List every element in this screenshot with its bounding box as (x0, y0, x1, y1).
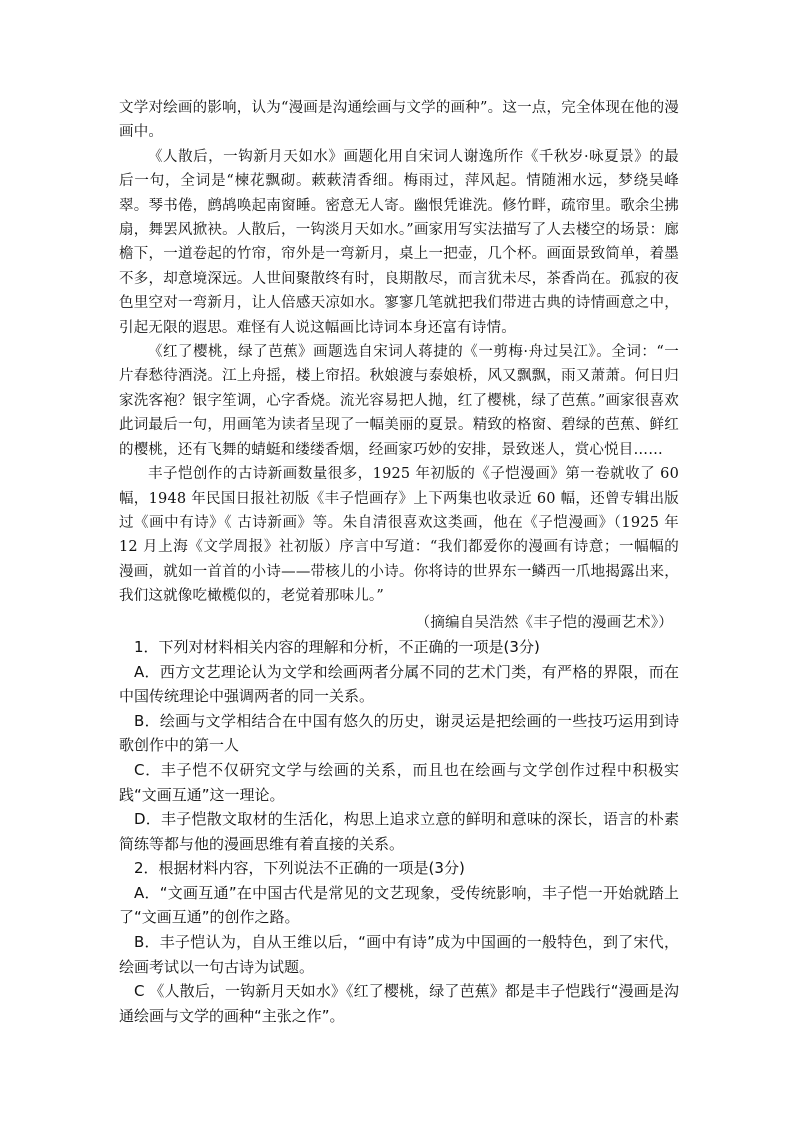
question-option: B．绘画与文学相结合在中国有悠久的历史，谢灵运是把绘画的一些技巧运用到诗歌创作中的第一人 (119, 711, 679, 755)
question-option: C 《人散后，一钩新月天如水》《红了樱桃，绿了芭蕉》都是丰子恺践行“漫画是沟通绘画与文学的画种“主张之作”。 (119, 982, 679, 1025)
question-title: 2．根据材料内容，下列说法不正确的一项是(3分) (134, 859, 465, 878)
reading-passage (119, 96, 679, 635)
document-content (119, 96, 679, 1028)
question-option: A．“文画互通”在中国古代是常见的文艺现象，受传统影响，丰子恺一开始就踏上了“文画互通”的创作之路。 (119, 883, 679, 927)
question-option: B．丰子恺认为，自从王维以后，“画中有诗”成为中国画的一般特色，到了宋代，绘画考试以一句古诗为试题。 (119, 933, 679, 976)
passage-paragraph-0: 文学对绘画的影响，认为“漫画是沟通绘画与文学的画种”。这一点，完全体现在他的漫画中。 (119, 100, 679, 141)
passage-paragraph-3: 丰子恺创作的古诗新画数量很多，1925 年初版的《子恺漫画》第一卷就收了 60 幅，1948 年民国日报社初版《丰子恺画存》上下两集也收录近 60 幅，还曾专辑出版过《画中有诗》《 古诗新画》等。朱自清很喜欢这类画，他在《子恺漫画》（1925 年 12 月上海《文学周报》社初版）序言中写道：“我们都爱你的漫画有诗意；一幅幅的漫画，就如一首首的小诗——带核儿的小诗。你将诗的世界东一鳞西一爪地揭露出来，我们这就像吃橄榄似的，老觉着那味儿。” (119, 466, 679, 605)
question-title: 1．下列对材料相关内容的理解和分析，不正确的一项是(3分) (134, 637, 540, 656)
question-2 (119, 856, 679, 1028)
question-option: C．丰子恺不仅研究文学与绘画的关系，而且也在绘画与文学创作过程中积极实践“文画互通”这一理论。 (119, 760, 679, 804)
question-section (119, 635, 679, 1029)
question-option: D．丰子恺散文取材的生活化，构思上追求立意的鲜明和意味的深长，语言的朴素简练等都与他的漫画思维有着直接的关系。 (119, 810, 679, 853)
question-1 (119, 635, 679, 856)
passage-source: （摘编自吴浩然《丰子恺的漫画艺术》） (415, 614, 673, 631)
passage-paragraph-1: 《人散后，一钩新月天如水》画题化用自宋词人谢逸所作《千秋岁·咏夏景》的最后一句，全词是“楝花飘砌。蔌蔌清香细。梅雨过，萍风起。情随湘水远，梦绕吴峰翠。琴书倦，鹧鸪唤起南窗睡。密意无人寄。幽恨凭谁洗。修竹畔，疏帘里。歌余尘拂扇，舞罢风掀袂。人散后，一钩淡月天如水。”画家用写实法描写了人去楼空的场景：廊檐下，一道卷起的竹帘，帘外是一弯新月，桌上一把壶，几个杯。画面景致简单，着墨不多，却意境深远。人世间聚散终有时，良期散尽，而言犹未尽，茶香尚在。孤寂的夜色里空对一弯新月，让人倍感天凉如水。寥寥几笔就把我们带进古典的诗情画意之中，引起无限的遐思。难怪有人说这幅画比诗词本身还富有诗情。 (119, 148, 679, 336)
question-option: A．西方文艺理论认为文学和绘画两者分属不同的艺术门类，有严格的界限，而在中国传统理论中强调两者的同一关系。 (119, 662, 679, 706)
passage-paragraph-2: 《红了樱桃，绿了芭蕉》画题选自宋词人蒋捷的《一剪梅·舟过吴江》。全词：“一片春愁待酒浇。江上舟摇，楼上帘招。秋娘渡与泰娘桥，风又飘飘，雨又萧萧。何日归家洗客袍？银字笙调，心字香烧。流光容易把人抛，红了樱桃，绿了芭蕉。”画家很喜欢此词最后一句，用画笔为读者呈现了一幅美丽的夏景。精致的格窗、碧绿的芭蕉、鲜红的樱桃，还有飞舞的蜻蜓和缕缕香烟，经画家巧妙的安排，景致迷人，赏心悦目…… (119, 344, 679, 458)
